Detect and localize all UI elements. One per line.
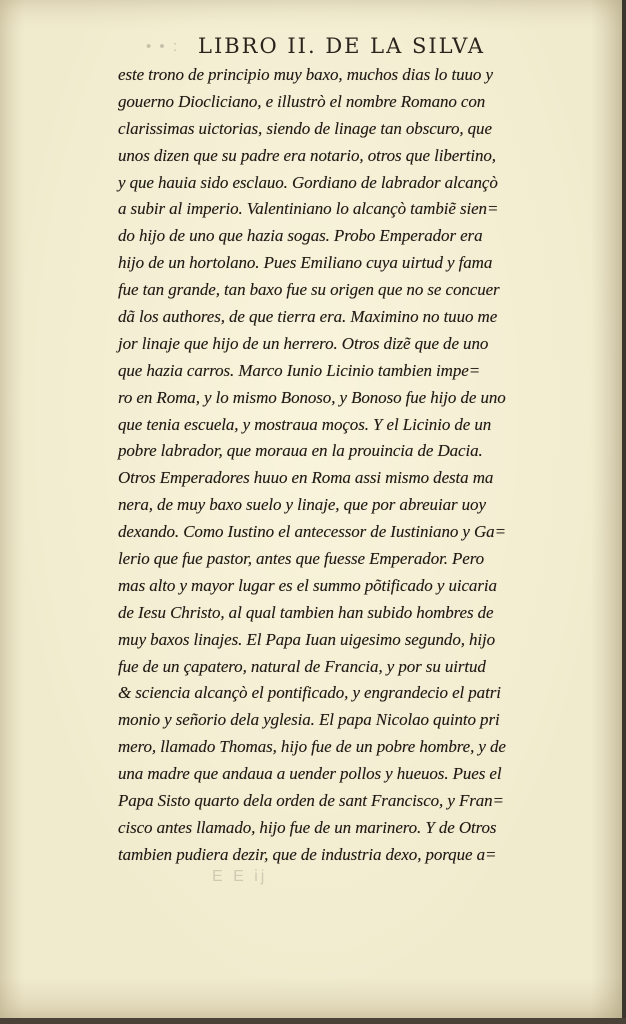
text-line: do hijo de uno que hazia sogas. Probo Emperador era <box>118 226 483 246</box>
text-line: ro en Roma, y lo mismo Bonoso, y Bonoso fue hijo de uno <box>118 387 506 407</box>
text-line: muy baxos linajes. El Papa Iuan uigesimo segundo, hijo <box>118 629 496 649</box>
text-line: de Iesu Christo, al qual tambien han subido hombres de <box>118 602 494 622</box>
text-line: hijo de un hortolano. Pues Emiliano cuya uirtud y fama <box>118 253 493 273</box>
text-line: una madre que andaua a uender pollos y hueuos. Pues el <box>118 764 502 784</box>
text-line: gouerno Diocliciano, e illustrò el nombre Romano con <box>118 91 486 111</box>
page-header <box>0 32 622 60</box>
text-line: fue tan grande, tan baxo fue su origen que no se concuer <box>118 280 500 300</box>
running-head: LIBRO II. DE LA SILVA <box>198 34 485 58</box>
bleed-through-mark: • • : <box>146 38 180 55</box>
text-line: mas alto y mayor lugar es el summo põtificado y uicaria <box>118 575 497 595</box>
page-edge-shadow <box>0 1018 626 1024</box>
text-line: este trono de principio muy baxo, muchos dias lo tuuo y <box>118 65 493 84</box>
text-line: Papa Sisto quarto dela orden de sant Francisco, y Fran= <box>118 791 504 811</box>
text-line: mero, llamado Thomas, hijo fue de un pobre hombre, y de <box>118 737 506 757</box>
text-line: que hazia carros. Marco Iunio Licinio tambien impe= <box>118 360 481 380</box>
text-line: pobre labrador, que moraua en la prouincia de Dacia. <box>118 441 483 461</box>
text-line: & sciencia alcançò el pontificado, y engrandecio el patri <box>118 683 501 703</box>
text-line: jor linaje que hijo de un herrero. Otros dizẽ que de uno <box>118 333 489 353</box>
text-line: nera, de muy baxo suelo y linaje, que por abreuiar uoy <box>118 495 486 515</box>
text-line: clarissimas uictorias, siendo de linage tan obscuro, que <box>118 118 492 138</box>
body-text <box>118 62 584 869</box>
bleed-through-mark: E E ij <box>212 868 268 885</box>
text-line: dexando. Como Iustino el antecessor de Iustiniano y Ga= <box>118 522 506 542</box>
text-line: cisco antes llamado, hijo fue de un marinero. Y de Otros <box>118 817 497 837</box>
text-line: que tenia escuela, y mostraua moços. Y el Licinio de un <box>118 414 492 434</box>
text-line: lerio que fue pastor, antes que fuesse Emperador. Pero <box>118 549 485 569</box>
text-line: dã los authores, de que tierra era. Maximino no tuuo me <box>118 307 498 327</box>
text-line: monio y señorio dela yglesia. El papa Nicolao quinto pri <box>118 710 500 730</box>
text-line: y que hauia sido esclauo. Gordiano de labrador alcançò <box>118 172 498 192</box>
text-line: Otros Emperadores huuo en Roma assi mismo desta ma <box>118 468 494 488</box>
text-line: fue de un çapatero, natural de Francia, y por su uirtud <box>118 656 486 676</box>
text-line: unos dizen que su padre era notario, otros que libertino, <box>118 145 496 165</box>
page-edge-shadow <box>622 0 626 1024</box>
text-line: a subir al imperio. Valentiniano lo alcançò tambiẽ sien= <box>118 199 499 219</box>
text-line: tambien pudiera dezir, que de industria dexo, porque a= <box>118 844 497 864</box>
